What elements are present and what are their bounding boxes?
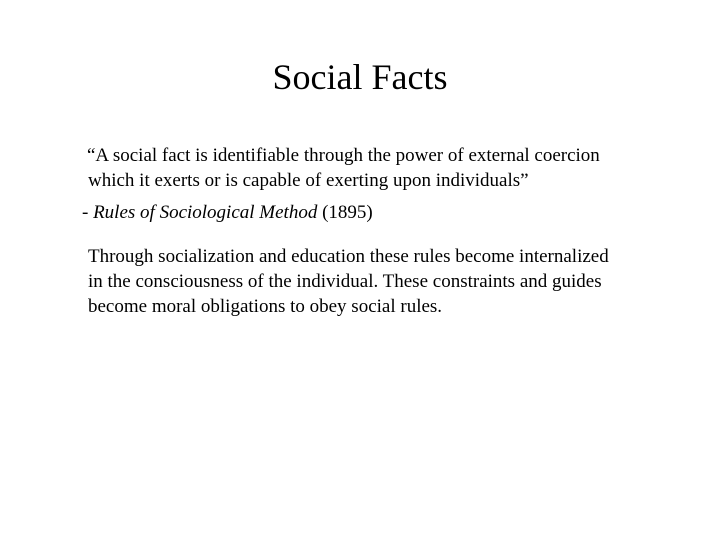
source-year: (1895) xyxy=(317,202,373,223)
quote-source xyxy=(82,201,373,225)
source-book-title: Rules of Sociological Method xyxy=(93,202,318,223)
source-prefix: - xyxy=(82,202,94,223)
body-line-2: in the consciousness of the individual. These constraints and guides xyxy=(88,271,602,292)
quote-line-1: “A social fact is identifiable through the power of external coercion xyxy=(87,145,600,166)
body-line-3: become moral obligations to obey social rules. xyxy=(88,296,443,317)
slide-title: Social Facts xyxy=(272,57,448,97)
quote-line-2: which it exerts or is capable of exerting upon individuals” xyxy=(88,170,529,191)
body-line-1: Through socialization and education these rules become internalized xyxy=(88,246,609,267)
